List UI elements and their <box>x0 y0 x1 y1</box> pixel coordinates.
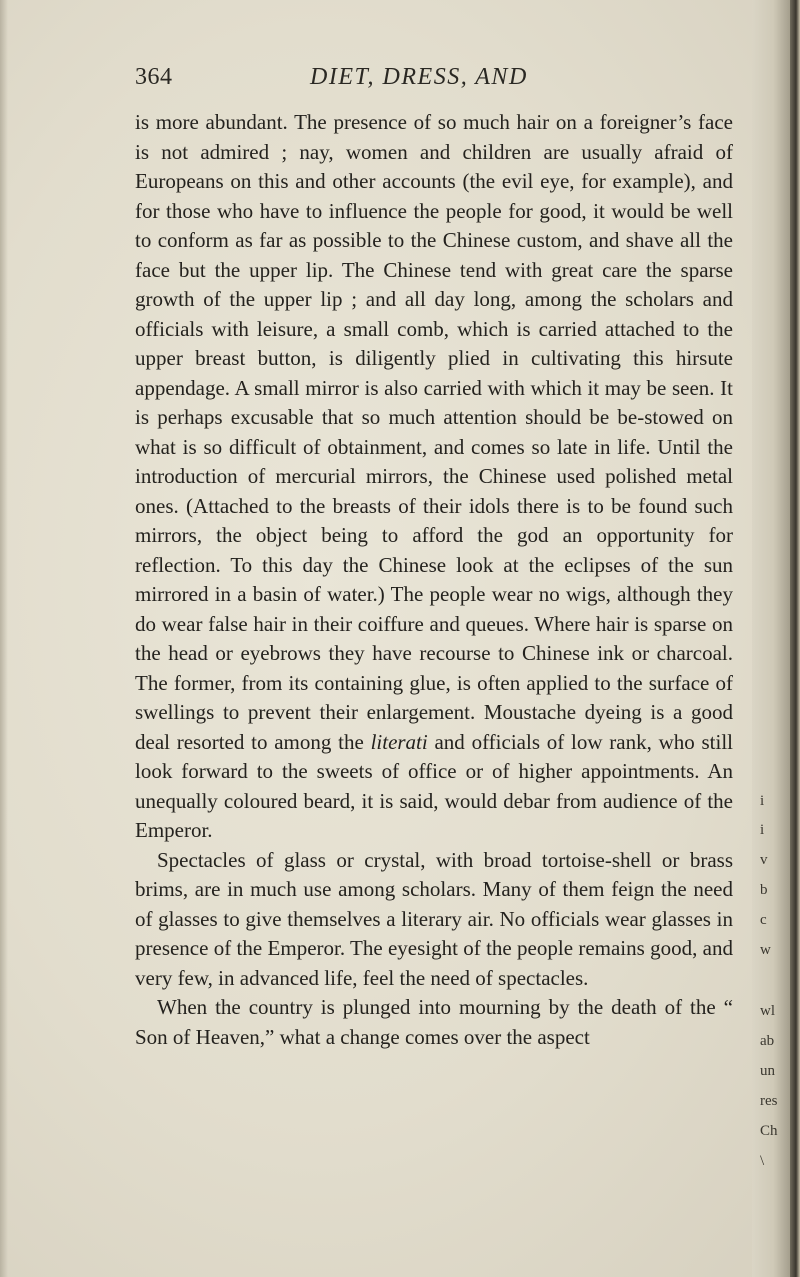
fragment-5: c <box>760 912 767 928</box>
paragraph-1 <box>135 108 733 846</box>
fragment-12: \ <box>760 1153 765 1169</box>
fragment-1: i <box>760 793 765 809</box>
fragment-11: Ch <box>760 1123 778 1139</box>
fragment-3: v <box>760 852 768 868</box>
page-binding-edge <box>790 0 800 1277</box>
body-text <box>135 108 733 1052</box>
italic-term: literati <box>370 729 428 754</box>
paragraph-1-continuation: and officials of low rank, who still look forward to the sweets of office or of higher appointments. An unequally coloured beard, it is said, would debar from audience of the Emperor. <box>135 729 734 842</box>
fragment-9: un <box>760 1063 775 1079</box>
page-number: 364 <box>135 64 173 90</box>
running-head: DIET, DRESS, AND <box>310 64 528 90</box>
page-header <box>135 64 735 100</box>
paragraph-2: Spectacles of glass or crystal, with broad tortoise-shell or brass brims, are in much use among scholars. Many of them feign the need of glasses to give themselves a literary air. No officials wear glasses in presence of the Emperor. The eyesight of the people remains good, and very few, in advanced life, feel the need of spectacles. <box>135 847 733 990</box>
fragment-10: res <box>760 1093 778 1109</box>
fragment-4: b <box>760 882 768 898</box>
fragment-6: w <box>760 942 771 958</box>
paragraph-3: When the country is plunged into mourning by the death of the “ Son of Heaven,” what a change comes over the aspect <box>135 995 733 1049</box>
gutter-shadow <box>0 0 8 1277</box>
adjacent-page-edge <box>752 0 800 1277</box>
fragment-2: i <box>760 822 765 838</box>
fragment-7: wl <box>760 1003 775 1019</box>
paragraph-1-text: is more abundant. The presence of so much hair on a foreigner’s face is not admired ; nay, women and children are usually afraid of Europeans on this and other accounts (the evil eye, for example), and for those who have to influence the people for good, it would be well to conform as far as possible to the Chinese custom, and shave all the face but the upper lip. The Chinese tend with great care the sparse growth of the upper lip ; and all day long, among the scholars and officials with leisure, a small comb, which is carried attached to the upper breast button, is diligently plied in cultivating this hirsute appendage. A small mirror is also carried with which it may be seen. It is perhaps excusable that so much attention should be be-stowed on what is so difficult of obtainment, and comes so late in life. Until the introduction of mercurial mirrors, the Chinese used polished metal ones. (Attached to the breasts of their idols there is to be found such mirrors, the object being to afford the god an opportunity for reflection. To this day the Chinese look at the eclipses of the sun mirrored in a basin of water.) The people wear no wigs, although they do wear false hair in their coiffure and queues. Where hair is sparse on the head or eyebrows they have recourse to Chinese ink or charcoal. The former, from its containing glue, is often applied to the surface of swellings to prevent their enlargement. Moustache dyeing is a good deal resorted to among the <box>135 110 733 754</box>
fragment-8: ab <box>760 1033 775 1049</box>
